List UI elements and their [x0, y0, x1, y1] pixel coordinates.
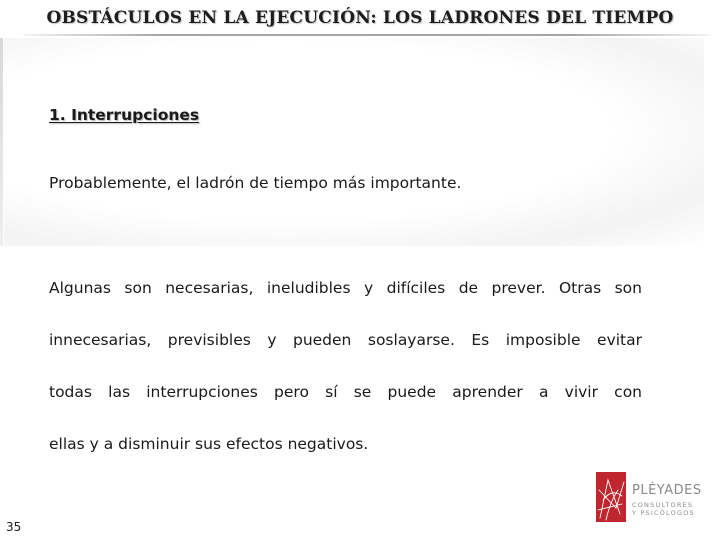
panel-edge	[0, 38, 3, 246]
lead-sentence: Probablemente, el ladrón de tiempo más importante.	[49, 174, 462, 192]
body-paragraph	[49, 262, 642, 470]
logo-name: PLÉYADES	[632, 483, 702, 498]
paragraph-line: Algunas son necesarias, ineludibles y difíciles de prever. Otras son	[49, 279, 642, 297]
company-logo	[594, 470, 706, 524]
paragraph-line: todas las interrupciones pero sí se puede aprender a vivir con	[49, 383, 642, 401]
slide-title: OBSTÁCULOS EN LA EJECUCIÓN: LOS LADRONES DEL TIEMPO	[46, 8, 674, 28]
paragraph-line: innecesarias, previsibles y pueden soslayarse. Es imposible evitar	[49, 331, 642, 349]
content-panel	[4, 38, 704, 246]
section-heading: 1. Interrupciones	[49, 106, 200, 124]
title-divider	[24, 34, 710, 36]
logo-subtitle-line: CONSULTORES	[632, 501, 694, 509]
paragraph-line: ellas y a disminuir sus efectos negativos.	[49, 435, 369, 453]
logo-subtitle	[632, 501, 706, 517]
logo-subtitle-line: Y PSICÓLOGOS	[632, 509, 695, 517]
page-number: 35	[6, 520, 22, 534]
logo-mark-icon	[594, 470, 628, 524]
